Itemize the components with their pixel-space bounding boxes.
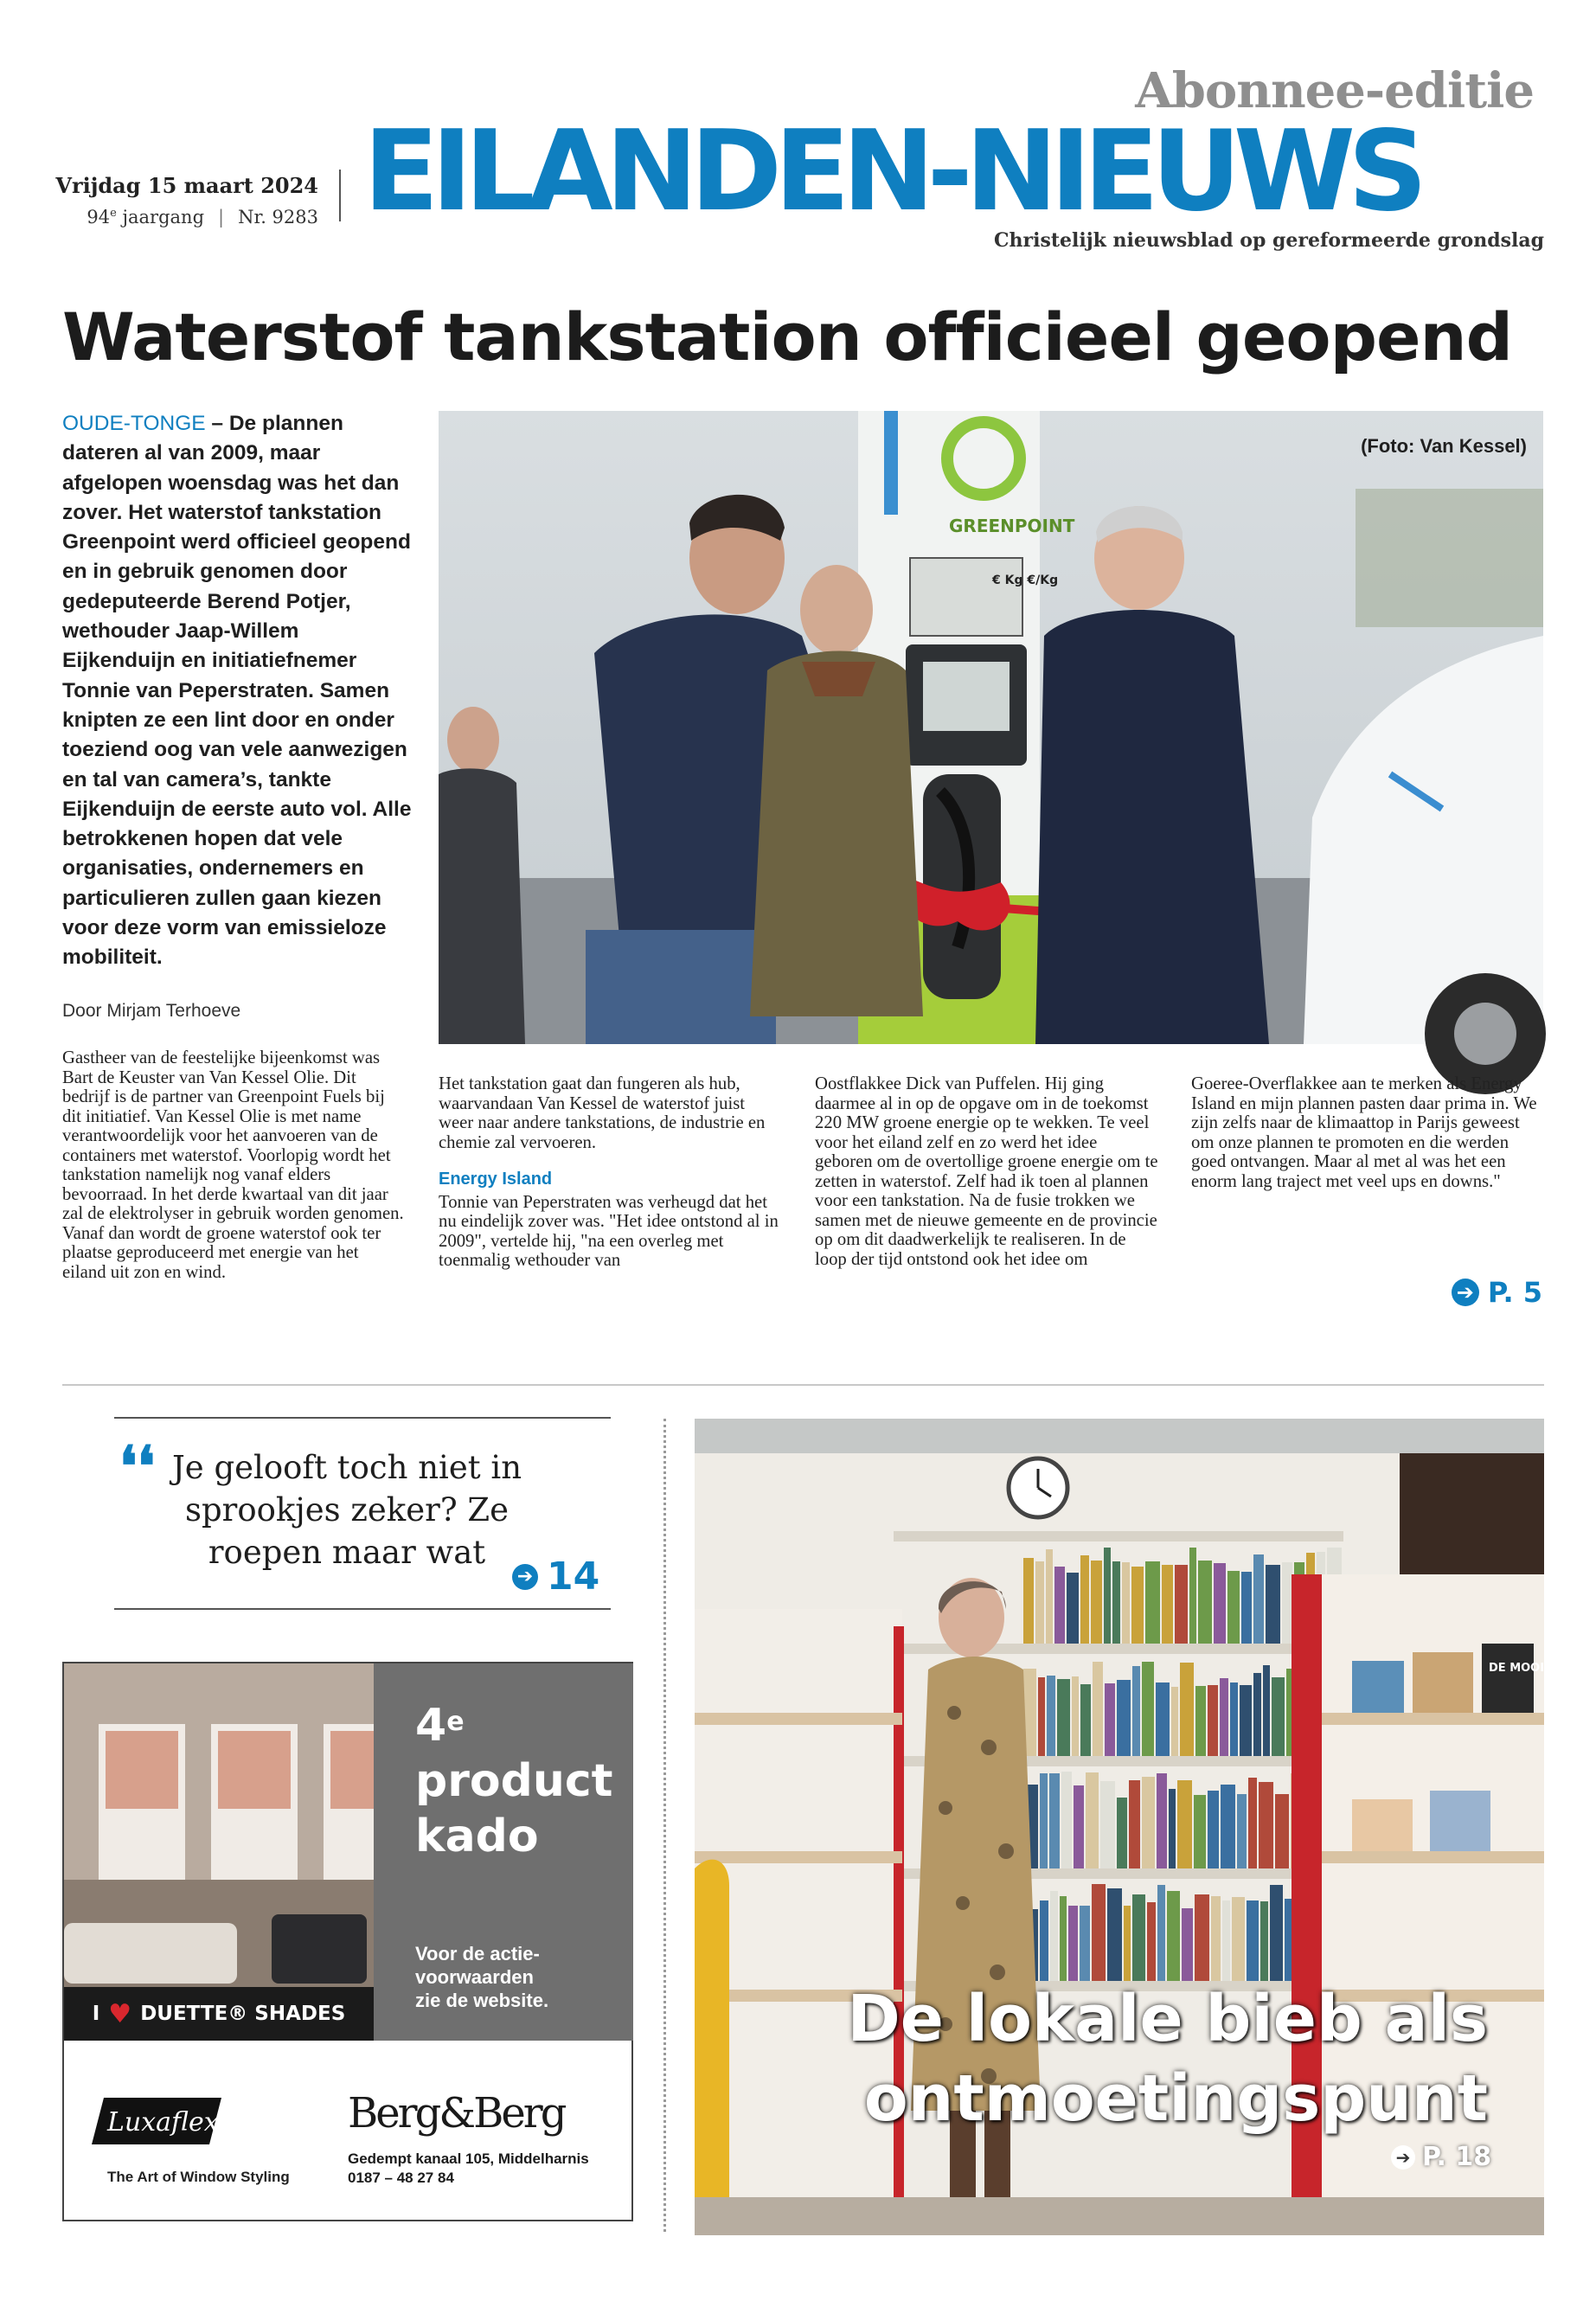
offer-rest: product kado: [415, 1755, 613, 1862]
book-spine: [1162, 1565, 1173, 1644]
heart-icon: ♥: [108, 1998, 132, 2029]
library-headline-line-1: De lokale bieb als: [847, 1982, 1488, 2056]
book-spine: [1214, 1563, 1226, 1644]
book-spine: [1240, 1685, 1252, 1756]
luxaflex-tagline: The Art of Window Styling: [107, 2169, 290, 2185]
year-word: jaargang: [116, 207, 205, 228]
quote-mark-icon: ❛❛: [119, 1434, 156, 1499]
ad-offer-panel: [374, 1663, 633, 2041]
book-spine: [1211, 1896, 1221, 1981]
book-spine: [1074, 1785, 1084, 1868]
book-spine: [1195, 1894, 1209, 1981]
book-spine: [1260, 1901, 1268, 1981]
greenpoint-sign-text: GREENPOINT: [949, 516, 1075, 536]
book-spine: [1124, 1906, 1131, 1981]
library-headline-line-2: ontmoetingspunt: [863, 2061, 1488, 2136]
article-column-2: [439, 1074, 783, 1271]
book-spine: [1230, 1682, 1238, 1756]
book-spine: [1072, 1676, 1079, 1756]
continued-page: P. 5: [1487, 1276, 1542, 1309]
article-column-4: Goeree-Overflakkee aan te merken als Energy Island en mijn plannen pasten daar prima in. We zijn zelfs naar de klimaattop in Parijs geweest om onze plannen te promoten en die werden goed ontvangen. Maar al met al was het een enorm lang traject met veel ups en downs.": [1191, 1074, 1537, 1191]
quote-rule-bottom: [114, 1608, 611, 1610]
masthead-divider: [339, 170, 341, 221]
berg-en-berg-address: [348, 2150, 589, 2188]
book-spine: [1232, 1897, 1245, 1981]
book-spine: [1142, 1777, 1155, 1868]
book-spine: [1171, 1687, 1178, 1756]
book-spine: [1156, 1682, 1170, 1756]
book-spine: [1023, 1558, 1034, 1644]
book-spine: [1117, 1798, 1127, 1868]
dotted-column-divider: [663, 1419, 666, 2232]
dateline: [55, 173, 318, 228]
book-spine: [1177, 1780, 1192, 1868]
book-spine: [1220, 1678, 1228, 1756]
duette-brand: DUETTE® SHADES: [140, 2003, 346, 2025]
library-page-link[interactable]: [1391, 2142, 1491, 2172]
arrow-right-icon: ➔: [1391, 2145, 1415, 2170]
advertisement[interactable]: [62, 1662, 633, 2221]
book-spine: [1091, 1561, 1102, 1644]
luxaflex-logo-shape: [88, 2094, 245, 2148]
duette-banner: [64, 1987, 374, 2041]
book-spine: [1038, 1677, 1045, 1756]
book-spine: [1132, 1894, 1145, 1981]
book-spine: [1100, 1781, 1115, 1868]
article-column-1: Gastheer van de feestelijke bijeenkomst was Bart de Keuster van Van Kessel Olie. Dit bedrijf is de partner van Greenpoint Fuels bij dit initiatief. Van Kessel Olie is met name verantwoordelijk voor het aanvoeren van de containers met waterstof. Voorlopig wordt het tankstation namelijk nog vanaf elders bevoorraad. In het derde kwartaal van dit jaar zal de elektrolyser in gebruik worden genomen. Vanaf dan wordt de groene waterstof ook ter plaatse geproduceerd met energie van het eiland uit zon en wind.: [62, 1048, 404, 1282]
year-number: 94: [87, 207, 111, 228]
book-spine: [1195, 1686, 1206, 1756]
book-spine: [1272, 1677, 1285, 1756]
book-spine: [1227, 1571, 1240, 1644]
book-spine: [1182, 1908, 1193, 1981]
pull-quote: Je gelooft toch niet in sprookjes zeker? Ze roepen maar wat: [171, 1449, 522, 1571]
book-spine: [1132, 1666, 1140, 1756]
book-spine: [1093, 1662, 1103, 1756]
year-suffix: e: [110, 207, 117, 220]
article-lead: [62, 409, 415, 973]
offer-superscript: e: [446, 1707, 465, 1737]
ad-room-photo: [64, 1663, 374, 2041]
book-spine: [1194, 1795, 1206, 1868]
book-spine: [1167, 1891, 1180, 1981]
book-spine: [1253, 1554, 1264, 1644]
book-spine: [1050, 1891, 1058, 1981]
book-spine: [1221, 1785, 1235, 1868]
book-spine: [1180, 1663, 1194, 1756]
book-spine: [1040, 1900, 1048, 1981]
book-spine: [1253, 1673, 1261, 1756]
issue-number: Nr. 9283: [238, 207, 318, 228]
luxaflex-logo: [88, 2094, 245, 2148]
book-spine: [1275, 1794, 1289, 1868]
arrow-right-icon: ➔: [512, 1564, 538, 1590]
book-spine: [1222, 1900, 1230, 1981]
book-spine: [1080, 1555, 1089, 1644]
newspaper-logo[interactable]: EILANDEN-NIEUWS: [363, 107, 1420, 236]
issue-info: [55, 207, 318, 228]
book-spine: [1061, 1772, 1072, 1868]
book-spine: [1117, 1680, 1131, 1756]
book-spine: [1129, 1780, 1140, 1868]
arrow-right-icon: ➔: [1452, 1279, 1479, 1306]
book-spine: [1189, 1548, 1196, 1644]
book-spine: [1131, 1567, 1144, 1644]
book-spine: [1282, 1562, 1292, 1644]
book-spine: [1270, 1885, 1283, 1981]
book-spine: [1107, 1888, 1122, 1981]
book-spine: [1092, 1884, 1106, 1981]
book-spine: [1035, 1561, 1044, 1644]
book-spine: [1169, 1789, 1176, 1868]
book-spine: [1157, 1885, 1165, 1981]
ad-conditions: Voor de actie-voorwaarden zie de website.: [415, 1943, 549, 2011]
quote-page: 14: [547, 1554, 600, 1599]
book-spine: [1263, 1665, 1270, 1756]
dateline-place: OUDE-TONGE: [62, 412, 206, 435]
book-spine: [1112, 1561, 1120, 1644]
book-spine: [1266, 1565, 1280, 1644]
book-spine: [1237, 1794, 1247, 1868]
book-spine-title: DE MOOI LIEGER: [1489, 1662, 1593, 1675]
column-2-text-a: Het tankstation gaat dan fungeren als hub, waarvandaan Van Kessel de waterstof juist weer naar andere tankstations, de industrie en chemie zal vervoeren.: [439, 1074, 766, 1152]
berg-en-berg-logo: Berg&Berg: [348, 2089, 565, 2138]
duette-i: I: [92, 2003, 100, 2025]
book-spine: [1104, 1548, 1111, 1644]
book-spine: [1047, 1676, 1055, 1756]
book-spine: [1105, 1683, 1115, 1756]
book-spine: [1080, 1684, 1091, 1756]
book-spine: [1145, 1561, 1160, 1644]
book-spine: [1049, 1773, 1060, 1868]
photo-credit: (Foto: Van Kessel): [1361, 435, 1527, 457]
luxaflex-wordmark: Luxaflex®: [107, 2107, 245, 2138]
book-spine: [1241, 1572, 1252, 1644]
book-spine: [1068, 1906, 1078, 1981]
book-spine: [1175, 1565, 1188, 1644]
phone-line: 0187 – 48 27 84: [348, 2170, 454, 2186]
quote-page-link[interactable]: [512, 1554, 599, 1599]
issue-separator: |: [218, 207, 225, 228]
book-spine: [1147, 1902, 1156, 1981]
book-spine: [1142, 1662, 1154, 1756]
column-2-text-b: Tonnie van Peperstraten was verheugd dat het nu eindelijk zover was. "Het idee ontstond al in 2009", vertelde hij, "na een overleg met toenmalig wethouder van: [439, 1192, 779, 1270]
book-spine: [1157, 1773, 1167, 1868]
lead-text: – De plannen dateren al van 2009, maar afgelopen woensdag was het dan zover. Het waterstof tankstation Greenpoint werd officieel geopend en in gebruik genomen door gedeputeerde Berend Potjer, wethouder Jaap-Willem Eijkenduijn en initiatiefnemer Tonnie van Peperstraten. Samen knipten ze een lint door en onder toeziend oog van vele aanwezigen en tal van camera’s, tankte Eijkenduijn de eerste auto vol. Alle betrokkenen hopen dat vele organisaties, ondernemers en particulieren zullen gaan kiezen voor deze vorm van emissieloze mobiliteit.: [62, 412, 412, 970]
book-spine: [1198, 1561, 1212, 1644]
room-illustration: [64, 1663, 374, 2041]
book-spine: [1040, 1773, 1048, 1868]
book-spine: [1247, 1900, 1259, 1981]
offer-number: 4: [415, 1700, 447, 1752]
book-spine: [1046, 1549, 1053, 1644]
ad-offer-text: [415, 1698, 613, 1864]
photo-illustration: [439, 411, 1543, 1044]
tagline: Christelijk nieuwsblad op gereformeerde grondslag: [993, 229, 1544, 252]
article-headline[interactable]: Waterstof tankstation officieel geopend: [62, 298, 1513, 375]
book-spine: [1060, 1896, 1067, 1981]
article-column-3: Oostflakkee Dick van Puffelen. Hij ging daarmee al in op de opgave om in de toekomst 220 MW groene energie op te wekken. Te veel voor het eiland zelf en zo werd het idee geboren om de overtollige groene energie om te zetten in waterstof. Zelf had ik toen al plannen voor een tankstation. Na de fusie trokken we samen met de nieuwe gemeente en de provincie op om dit daadwerkelijk te realiseren. In de loop der tijd ontstond ook het idee om: [815, 1074, 1158, 1269]
dispenser-units: € Kg €/Kg: [992, 574, 1059, 587]
book-spine: [1248, 1778, 1257, 1868]
book-spine: [1080, 1906, 1090, 1981]
section-divider: [62, 1384, 1544, 1386]
book-spine: [1122, 1562, 1130, 1644]
book-spine: [1067, 1573, 1079, 1644]
book-spine: [1054, 1567, 1065, 1644]
article-byline: Door Mirjam Terhoeve: [62, 1001, 241, 1021]
book-spine: [1208, 1791, 1219, 1868]
edition-label: Abonnee-editie: [1135, 62, 1534, 119]
library-headline[interactable]: [830, 1979, 1488, 2138]
book-spine: [1086, 1772, 1099, 1868]
quote-rule-top: [114, 1417, 611, 1419]
book-spine: [1259, 1782, 1273, 1868]
continued-on-page-link[interactable]: [1452, 1276, 1542, 1309]
book-spine: [1208, 1685, 1218, 1756]
address-line: Gedempt kanaal 105, Middelharnis: [348, 2150, 589, 2167]
library-page: P. 18: [1422, 2142, 1492, 2172]
article-photo-hydrogen-station[interactable]: [439, 411, 1543, 1044]
issue-date: Vrijdag 15 maart 2024: [55, 173, 318, 198]
book-spine: [1057, 1679, 1070, 1756]
subhead-energy-island: Energy Island: [439, 1170, 553, 1189]
